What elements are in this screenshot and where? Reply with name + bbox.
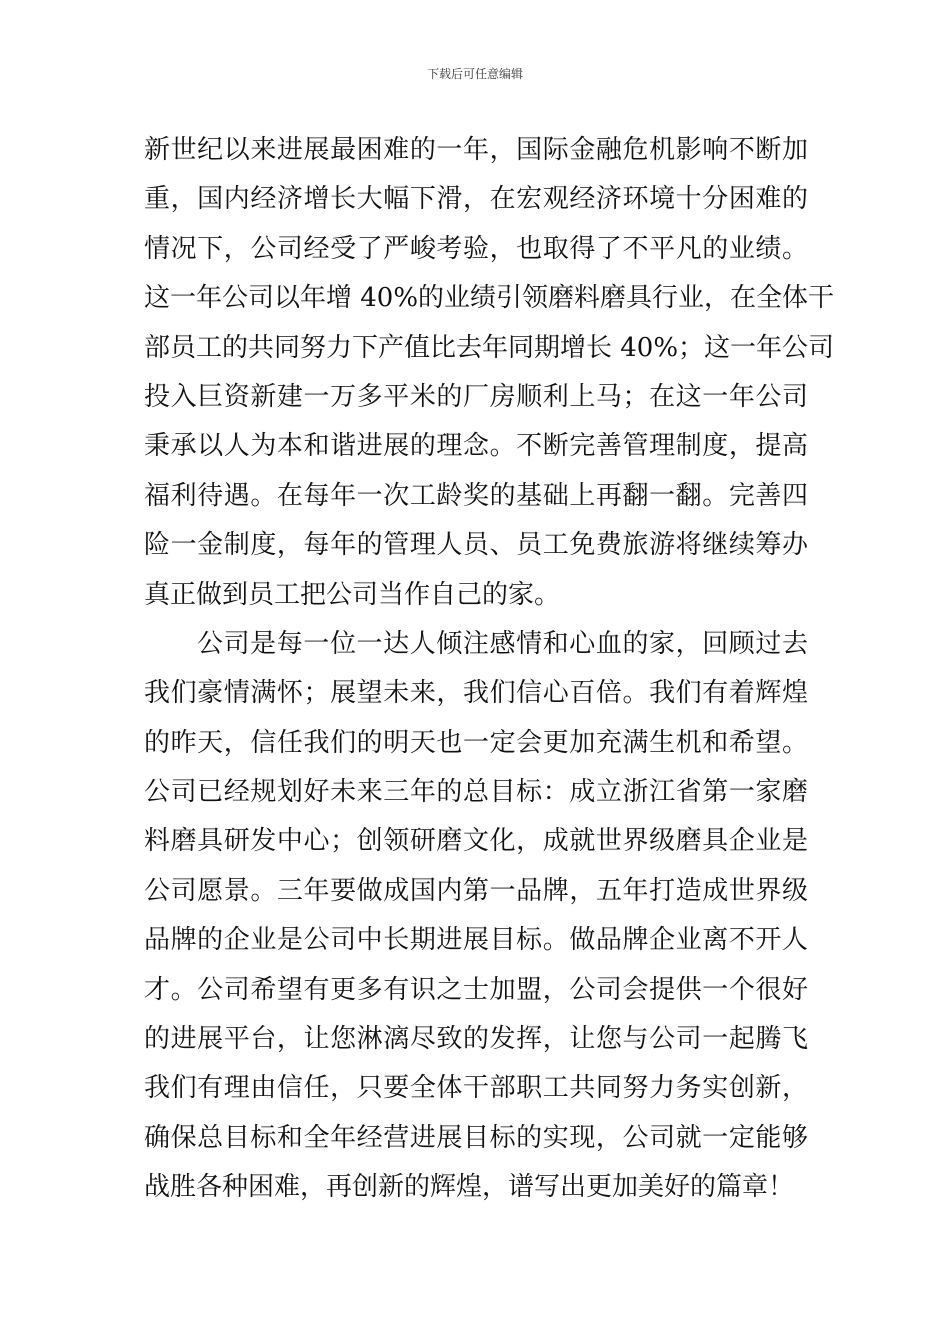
text-line: 战胜各种困难，再创新的辉煌，谱写出更加美好的篇章！ bbox=[144, 1172, 795, 1203]
document-body bbox=[144, 126, 835, 1213]
text-line: 投入巨资新建一万多平米的厂房顺利上马；在这一年公司 bbox=[144, 381, 808, 412]
text-line: 我们豪情满怀；展望未来，我们信心百倍。我们有着辉煌 bbox=[144, 678, 808, 709]
text-line: 我们有理由信任，只要全体干部职工共同努力务实创新， bbox=[144, 1073, 808, 1104]
text-line: 险一金制度，每年的管理人员、员工免费旅游将继续筹办 bbox=[144, 530, 808, 561]
text-line: 部员工的共同努力下产值比去年同期增长 40%；这一年公司 bbox=[144, 332, 835, 363]
text-line: 真正做到员工把公司当作自己的家。 bbox=[144, 579, 561, 610]
paragraph-2 bbox=[144, 620, 808, 1213]
text-line: 公司是每一位一达人倾注感情和心血的家，回顾过去 bbox=[197, 628, 808, 659]
page-header: 下载后可任意编辑 bbox=[426, 67, 523, 81]
text-line: 公司已经规划好未来三年的总目标：成立浙江省第一家磨 bbox=[144, 777, 808, 808]
text-line: 新世纪以来进展最困难的一年，国际金融危机影响不断加 bbox=[144, 135, 808, 165]
text-line: 情况下，公司经受了严峻考验，也取得了不平凡的业绩。 bbox=[144, 233, 808, 264]
text-line: 才。公司希望有更多有识之士加盟，公司会提供一个很好 bbox=[144, 974, 808, 1005]
text-line: 品牌的企业是公司中长期进展目标。做品牌企业离不开人 bbox=[144, 925, 808, 956]
text-line: 料磨具研发中心；创领研磨文化，成就世界级磨具企业是 bbox=[144, 826, 808, 857]
paragraph-1 bbox=[144, 126, 835, 620]
text-line: 重，国内经济增长大幅下滑，在宏观经济环境十分困难的 bbox=[144, 184, 808, 215]
text-line: 福利待遇。在每年一次工龄奖的基础上再翻一翻。完善四 bbox=[144, 480, 808, 511]
text-line: 的昨天，信任我们的明天也一定会更加充满生机和希望。 bbox=[144, 727, 808, 758]
text-line: 的进展平台，让您淋漓尽致的发挥，让您与公司一起腾飞 bbox=[144, 1024, 808, 1055]
text-line: 这一年公司以年增 40%的业绩引领磨料磨具行业，在全体干 bbox=[144, 283, 835, 314]
text-line: 公司愿景。三年要做成国内第一品牌，五年打造成世界级 bbox=[144, 875, 808, 906]
text-line: 确保总目标和全年经营进展目标的实现，公司就一定能够 bbox=[144, 1122, 808, 1153]
text-line: 秉承以人为本和谐进展的理念。不断完善管理制度，提高 bbox=[144, 431, 808, 462]
